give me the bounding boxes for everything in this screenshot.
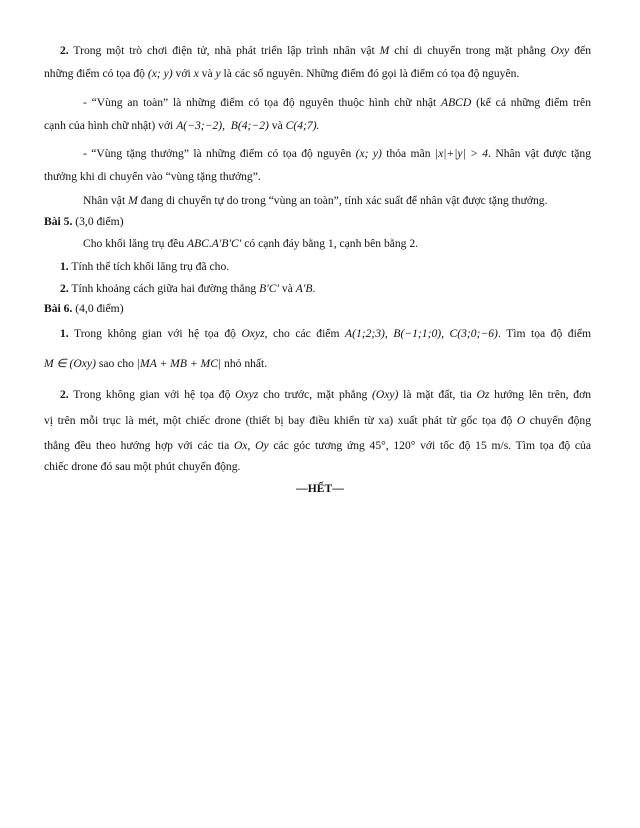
math-Oz: Oz bbox=[476, 388, 490, 401]
section-points: (4,0 điểm) bbox=[72, 302, 124, 315]
problem-2-question bbox=[83, 194, 548, 208]
text: và bbox=[198, 67, 216, 80]
text: các góc tương ứng 45°, 120° với tốc độ 15 m/s. Tìm tọa độ của bbox=[268, 439, 591, 452]
text: thỏa mãn bbox=[381, 147, 435, 160]
math-Oy: Oy bbox=[255, 439, 269, 452]
math-condition: |x|+|y| > 4 bbox=[434, 147, 489, 160]
section-title: Bài 5. bbox=[44, 215, 73, 228]
question-number: 2. bbox=[60, 282, 69, 295]
math-Oxyz: Oxyz bbox=[241, 327, 265, 340]
text: và bbox=[268, 119, 286, 132]
math-M-condition: M ∈ (Oxy) bbox=[44, 357, 96, 370]
math-point-C: C(4;7). bbox=[285, 119, 320, 132]
text: là mặt đất, tia bbox=[398, 388, 477, 401]
math-M: M bbox=[379, 44, 390, 57]
math-point-C: C(3;0;−6) bbox=[449, 327, 498, 340]
math-plane: (Oxy) bbox=[372, 388, 399, 401]
text: . Nhân vật được tặng bbox=[488, 147, 592, 160]
math-xy: (x; y) bbox=[355, 147, 382, 160]
text: có cạnh đáy bằng 1, cạnh bên bằng 2. bbox=[241, 237, 419, 250]
question-number: 1. bbox=[60, 327, 69, 340]
bai-6-part-2-line-3 bbox=[44, 439, 591, 453]
math-Oxyz: Oxyz bbox=[235, 388, 259, 401]
text: Cho khối lăng trụ đều bbox=[83, 237, 188, 250]
bai-6-heading bbox=[44, 302, 124, 316]
bai-6-part-1-line-2 bbox=[44, 357, 267, 371]
text: thưởng khi di chuyển vào “vùng tặng thưởng”. bbox=[44, 170, 261, 183]
math-Oxy: Oxy bbox=[550, 44, 570, 57]
text: Trong một trò chơi điện tử, nhà phát triển lập trình nhân vật bbox=[68, 44, 380, 57]
bai-6-part-2-line-2 bbox=[44, 414, 591, 428]
math-ABCD: ABCD bbox=[441, 96, 472, 109]
text: với bbox=[172, 67, 194, 80]
text: chuyển động bbox=[525, 414, 591, 427]
text: đến bbox=[569, 44, 591, 57]
text: Trong không gian với hệ tọa độ bbox=[68, 388, 236, 401]
bai-6-part-2-line-1 bbox=[60, 388, 591, 402]
math-line-2: A′B bbox=[295, 282, 313, 295]
text: sao cho bbox=[95, 357, 137, 370]
text: - “Vùng an toàn” là những điểm có tọa độ nguyên thuộc hình chữ nhật bbox=[83, 96, 442, 109]
text: là các số nguyên. Những điểm đó gọi là điểm có tọa độ nguyên. bbox=[220, 67, 520, 80]
math-point-B: B(4;−2) bbox=[230, 119, 269, 132]
text: (kể cả những điểm trên bbox=[471, 96, 591, 109]
text: cho trước, mặt phẳng bbox=[258, 388, 373, 401]
question-number: 2. bbox=[60, 388, 69, 401]
text: . bbox=[312, 282, 316, 295]
text: và bbox=[279, 282, 296, 295]
problem-2-line-1 bbox=[60, 44, 591, 58]
math-point-A: A(1;2;3), bbox=[345, 327, 388, 340]
text: đang di chuyển tự do trong “vùng an toàn”, tính xác suất để nhân vật được tặng thưởng. bbox=[137, 194, 548, 207]
safe-zone-line-1 bbox=[83, 96, 591, 110]
text: , bbox=[247, 439, 256, 452]
text: hướng lên trên, đơn bbox=[489, 388, 591, 401]
math-Ox: Ox bbox=[233, 439, 248, 452]
bai-6-part-2-line-4 bbox=[44, 460, 240, 474]
bai-6-part-1-line-1 bbox=[60, 327, 591, 341]
text: chỉ di chuyển trong mặt phẳng bbox=[389, 44, 551, 57]
text: những điểm có tọa độ bbox=[44, 67, 148, 80]
math-point-A: A(−3;−2), bbox=[176, 119, 225, 132]
bonus-zone-line-1 bbox=[83, 147, 591, 161]
text: cạnh của hình chữ nhật) với bbox=[44, 119, 177, 132]
text: - “Vùng tặng thưởng” là những điểm có tọa độ nguyên bbox=[83, 147, 356, 160]
section-points: (3,0 điểm) bbox=[72, 215, 124, 228]
text: chiếc drone đó sau một phút chuyển động. bbox=[44, 460, 241, 473]
text: Nhân vật bbox=[83, 194, 129, 207]
math-xy: (x; y) bbox=[147, 67, 173, 80]
text: nhỏ nhất. bbox=[221, 357, 268, 370]
math-prism: ABC.A′B′C′ bbox=[187, 237, 242, 250]
end-marker: —HẾT— bbox=[296, 482, 344, 495]
math-y: y bbox=[215, 67, 221, 80]
question-number: 1. bbox=[60, 260, 69, 273]
text: Trong không gian với hệ tọa độ bbox=[68, 327, 242, 340]
bai-5-heading bbox=[44, 215, 124, 229]
math-x: x bbox=[193, 67, 199, 80]
math-point-B: B(−1;1;0), bbox=[393, 327, 444, 340]
bonus-zone-line-2 bbox=[44, 170, 261, 184]
math-O: O bbox=[516, 414, 526, 427]
text: Tính thể tích khối lăng trụ đã cho. bbox=[68, 260, 230, 273]
bai-5-intro bbox=[83, 237, 418, 251]
math-line-1: B′C′ bbox=[259, 282, 280, 295]
math-vector-sum: |MA + MB + MC| bbox=[136, 357, 222, 370]
text: Tính khoảng cách giữa hai đường thẳng bbox=[68, 282, 260, 295]
problem-2-line-2 bbox=[44, 67, 519, 81]
math-M: M bbox=[128, 194, 138, 207]
bai-5-question-2 bbox=[60, 282, 315, 296]
text: thẳng đều theo hướng hợp với các tia bbox=[44, 439, 234, 452]
text: vị trên mỗi trục là mét, một chiếc drone (thiết bị bay điều khiển từ xa) xuất phát từ gốc tọa độ bbox=[44, 414, 517, 427]
safe-zone-line-2 bbox=[44, 119, 319, 133]
text: . Tìm tọa độ điểm bbox=[497, 327, 591, 340]
bai-5-question-1 bbox=[60, 260, 229, 274]
section-title: Bài 6. bbox=[44, 302, 73, 315]
problem-number: 2. bbox=[60, 44, 69, 57]
text: , cho các điểm bbox=[264, 327, 345, 340]
